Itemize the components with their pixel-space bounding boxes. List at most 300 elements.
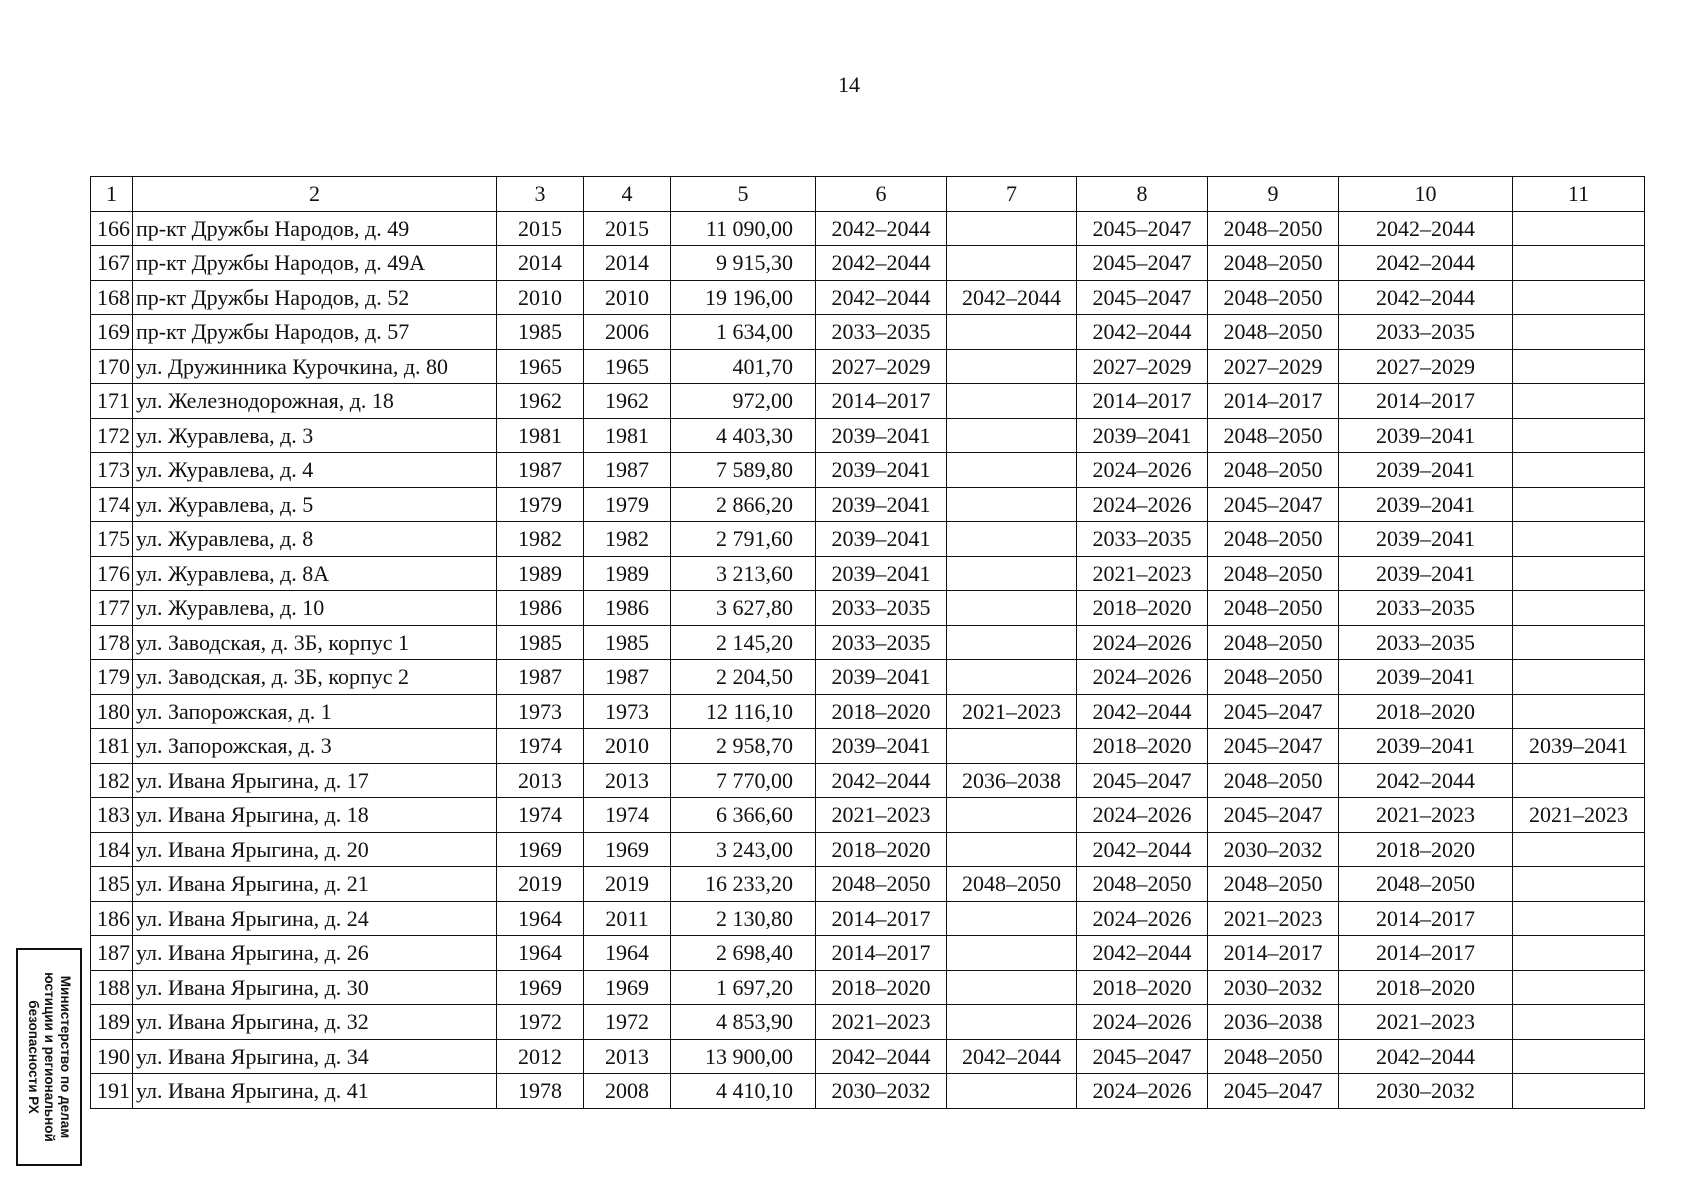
page-number: 14	[838, 72, 860, 97]
period-cell: 2045–2047	[1208, 1074, 1339, 1109]
row-number-cell: 168	[91, 280, 133, 315]
period-cell: 2045–2047	[1077, 211, 1208, 246]
period-cell: 2018–2020	[1077, 591, 1208, 626]
period-cell: 2021–2023	[816, 1005, 947, 1040]
period-cell: 2024–2026	[1077, 660, 1208, 695]
period-cell: 2027–2029	[1077, 349, 1208, 384]
area-cell: 401,70	[671, 349, 816, 384]
period-cell: 2033–2035	[816, 591, 947, 626]
period-cell: 2021–2023	[947, 694, 1077, 729]
period-cell: 2048–2050	[816, 867, 947, 902]
table-row	[91, 349, 1645, 384]
address-cell: ул. Журавлева, д. 5	[133, 487, 497, 522]
address-cell: ул. Ивана Ярыгина, д. 26	[133, 936, 497, 971]
period-cell	[947, 729, 1077, 764]
address-cell: пр-кт Дружбы Народов, д. 49	[133, 211, 497, 246]
table-row	[91, 798, 1645, 833]
year-built-cell: 1962	[497, 384, 584, 419]
period-cell: 2042–2044	[1339, 280, 1513, 315]
period-cell: 2021–2023	[1208, 901, 1339, 936]
table-row	[91, 867, 1645, 902]
area-cell: 9 915,30	[671, 246, 816, 281]
column-header: 2	[133, 177, 497, 212]
period-cell	[1513, 1005, 1645, 1040]
row-number-cell: 172	[91, 418, 133, 453]
address-cell: пр-кт Дружбы Народов, д. 52	[133, 280, 497, 315]
period-cell: 2018–2020	[1077, 970, 1208, 1005]
period-cell	[1513, 936, 1645, 971]
period-cell: 2042–2044	[816, 246, 947, 281]
period-cell	[1513, 384, 1645, 419]
year-built-cell: 1969	[497, 832, 584, 867]
address-cell: ул. Ивана Ярыгина, д. 30	[133, 970, 497, 1005]
period-cell: 2039–2041	[1339, 487, 1513, 522]
address-cell: ул. Журавлева, д. 8А	[133, 556, 497, 591]
period-cell: 2045–2047	[1077, 246, 1208, 281]
period-cell: 2014–2017	[816, 901, 947, 936]
period-cell: 2039–2041	[1077, 418, 1208, 453]
address-cell: ул. Заводская, д. 3Б, корпус 1	[133, 625, 497, 660]
year-cell: 1972	[584, 1005, 671, 1040]
period-cell: 2024–2026	[1077, 1005, 1208, 1040]
area-cell: 13 900,00	[671, 1039, 816, 1074]
period-cell: 2048–2050	[947, 867, 1077, 902]
period-cell: 2042–2044	[816, 1039, 947, 1074]
period-cell: 2036–2038	[947, 763, 1077, 798]
period-cell: 2014–2017	[1208, 936, 1339, 971]
year-built-cell: 1985	[497, 315, 584, 350]
address-cell: пр-кт Дружбы Народов, д. 57	[133, 315, 497, 350]
row-number-cell: 182	[91, 763, 133, 798]
year-cell: 1973	[584, 694, 671, 729]
table-row	[91, 487, 1645, 522]
period-cell: 2018–2020	[1339, 832, 1513, 867]
table-row	[91, 315, 1645, 350]
area-cell: 2 204,50	[671, 660, 816, 695]
period-cell	[1513, 246, 1645, 281]
column-header: 4	[584, 177, 671, 212]
year-cell: 1969	[584, 970, 671, 1005]
period-cell: 2024–2026	[1077, 487, 1208, 522]
period-cell: 2048–2050	[1208, 867, 1339, 902]
year-built-cell: 1969	[497, 970, 584, 1005]
period-cell: 2045–2047	[1208, 487, 1339, 522]
period-cell: 2014–2017	[816, 384, 947, 419]
table-row	[91, 211, 1645, 246]
stamp-line: безопасности РХ	[26, 1000, 41, 1114]
period-cell	[947, 453, 1077, 488]
stamp-text	[25, 950, 73, 1164]
year-cell: 2019	[584, 867, 671, 902]
registration-stamp	[16, 948, 82, 1166]
period-cell	[947, 832, 1077, 867]
row-number-cell: 184	[91, 832, 133, 867]
header-row	[91, 177, 1645, 212]
period-cell: 2039–2041	[1339, 729, 1513, 764]
year-cell: 1989	[584, 556, 671, 591]
period-cell: 2042–2044	[1339, 763, 1513, 798]
column-header: 9	[1208, 177, 1339, 212]
year-cell: 2006	[584, 315, 671, 350]
year-built-cell: 1964	[497, 936, 584, 971]
period-cell	[1513, 487, 1645, 522]
year-cell: 2015	[584, 211, 671, 246]
table-row	[91, 832, 1645, 867]
period-cell: 2014–2017	[816, 936, 947, 971]
year-cell: 1987	[584, 453, 671, 488]
period-cell: 2024–2026	[1077, 798, 1208, 833]
row-number-cell: 166	[91, 211, 133, 246]
year-built-cell: 2012	[497, 1039, 584, 1074]
address-cell: ул. Журавлева, д. 4	[133, 453, 497, 488]
period-cell: 2030–2032	[1208, 970, 1339, 1005]
period-cell: 2027–2029	[1339, 349, 1513, 384]
period-cell	[1513, 867, 1645, 902]
period-cell: 2024–2026	[1077, 1074, 1208, 1109]
period-cell: 2039–2041	[816, 522, 947, 557]
year-built-cell: 1973	[497, 694, 584, 729]
period-cell: 2048–2050	[1208, 280, 1339, 315]
period-cell: 2039–2041	[1513, 729, 1645, 764]
period-cell	[1513, 591, 1645, 626]
area-cell: 12 116,10	[671, 694, 816, 729]
period-cell	[1513, 211, 1645, 246]
data-table	[90, 176, 1645, 1109]
table-row	[91, 694, 1645, 729]
table-row	[91, 418, 1645, 453]
row-number-cell: 173	[91, 453, 133, 488]
row-number-cell: 186	[91, 901, 133, 936]
table-row	[91, 1039, 1645, 1074]
year-built-cell: 1981	[497, 418, 584, 453]
period-cell	[1513, 901, 1645, 936]
year-built-cell: 1979	[497, 487, 584, 522]
period-cell: 2039–2041	[1339, 660, 1513, 695]
period-cell: 2033–2035	[816, 315, 947, 350]
period-cell	[947, 1074, 1077, 1109]
period-cell: 2048–2050	[1208, 591, 1339, 626]
period-cell: 2014–2017	[1208, 384, 1339, 419]
period-cell: 2045–2047	[1208, 798, 1339, 833]
area-cell: 3 627,80	[671, 591, 816, 626]
period-cell: 2039–2041	[816, 556, 947, 591]
year-cell: 2013	[584, 763, 671, 798]
period-cell: 2042–2044	[1339, 211, 1513, 246]
period-cell: 2030–2032	[816, 1074, 947, 1109]
period-cell	[1513, 832, 1645, 867]
area-cell: 16 233,20	[671, 867, 816, 902]
period-cell: 2042–2044	[1339, 1039, 1513, 1074]
year-built-cell: 1982	[497, 522, 584, 557]
period-cell: 2048–2050	[1208, 453, 1339, 488]
period-cell: 2048–2050	[1208, 625, 1339, 660]
period-cell: 2042–2044	[1077, 694, 1208, 729]
area-cell: 1 634,00	[671, 315, 816, 350]
period-cell: 2033–2035	[1077, 522, 1208, 557]
year-built-cell: 1978	[497, 1074, 584, 1109]
period-cell: 2018–2020	[816, 970, 947, 1005]
period-cell: 2048–2050	[1208, 418, 1339, 453]
period-cell: 2027–2029	[1208, 349, 1339, 384]
year-cell: 1986	[584, 591, 671, 626]
period-cell: 2039–2041	[1339, 418, 1513, 453]
year-built-cell: 2014	[497, 246, 584, 281]
area-cell: 2 130,80	[671, 901, 816, 936]
column-header: 3	[497, 177, 584, 212]
period-cell	[947, 487, 1077, 522]
period-cell: 2021–2023	[816, 798, 947, 833]
period-cell: 2024–2026	[1077, 625, 1208, 660]
table-row	[91, 901, 1645, 936]
table-row	[91, 453, 1645, 488]
period-cell: 2039–2041	[816, 660, 947, 695]
year-cell: 2013	[584, 1039, 671, 1074]
table-row	[91, 763, 1645, 798]
column-header: 7	[947, 177, 1077, 212]
year-built-cell: 2010	[497, 280, 584, 315]
period-cell	[947, 625, 1077, 660]
year-cell: 1965	[584, 349, 671, 384]
period-cell: 2036–2038	[1208, 1005, 1339, 1040]
area-cell: 7 589,80	[671, 453, 816, 488]
period-cell	[947, 349, 1077, 384]
address-cell: ул. Ивана Ярыгина, д. 18	[133, 798, 497, 833]
period-cell: 2030–2032	[1208, 832, 1339, 867]
area-cell: 6 366,60	[671, 798, 816, 833]
area-cell: 3 213,60	[671, 556, 816, 591]
year-built-cell: 1964	[497, 901, 584, 936]
table-row	[91, 660, 1645, 695]
year-cell: 2010	[584, 729, 671, 764]
year-cell: 2011	[584, 901, 671, 936]
period-cell: 2042–2044	[1077, 315, 1208, 350]
address-cell: ул. Ивана Ярыгина, д. 20	[133, 832, 497, 867]
column-header: 6	[816, 177, 947, 212]
row-number-cell: 169	[91, 315, 133, 350]
row-number-cell: 191	[91, 1074, 133, 1109]
period-cell: 2018–2020	[816, 832, 947, 867]
period-cell: 2018–2020	[816, 694, 947, 729]
year-built-cell: 1987	[497, 453, 584, 488]
address-cell: пр-кт Дружбы Народов, д. 49А	[133, 246, 497, 281]
period-cell: 2048–2050	[1077, 867, 1208, 902]
row-number-cell: 171	[91, 384, 133, 419]
period-cell	[1513, 660, 1645, 695]
period-cell: 2033–2035	[1339, 315, 1513, 350]
table-row	[91, 970, 1645, 1005]
period-cell	[947, 211, 1077, 246]
period-cell: 2021–2023	[1339, 1005, 1513, 1040]
period-cell	[947, 384, 1077, 419]
address-cell: ул. Ивана Ярыгина, д. 24	[133, 901, 497, 936]
period-cell	[1513, 280, 1645, 315]
period-cell: 2045–2047	[1077, 763, 1208, 798]
row-number-cell: 183	[91, 798, 133, 833]
area-cell: 7 770,00	[671, 763, 816, 798]
area-cell: 19 196,00	[671, 280, 816, 315]
address-cell: ул. Журавлева, д. 8	[133, 522, 497, 557]
table-row	[91, 1074, 1645, 1109]
period-cell: 2018–2020	[1077, 729, 1208, 764]
table-row	[91, 591, 1645, 626]
period-cell	[947, 315, 1077, 350]
period-cell	[1513, 625, 1645, 660]
year-cell: 1962	[584, 384, 671, 419]
address-cell: ул. Журавлева, д. 3	[133, 418, 497, 453]
year-cell: 1985	[584, 625, 671, 660]
year-cell: 2014	[584, 246, 671, 281]
period-cell: 2042–2044	[1077, 832, 1208, 867]
period-cell: 2042–2044	[816, 763, 947, 798]
period-cell: 2039–2041	[816, 487, 947, 522]
period-cell: 2045–2047	[1077, 280, 1208, 315]
period-cell: 2045–2047	[1077, 1039, 1208, 1074]
table-row	[91, 280, 1645, 315]
period-cell: 2014–2017	[1077, 384, 1208, 419]
row-number-cell: 167	[91, 246, 133, 281]
row-number-cell: 175	[91, 522, 133, 557]
period-cell: 2024–2026	[1077, 453, 1208, 488]
period-cell: 2014–2017	[1339, 936, 1513, 971]
period-cell: 2033–2035	[816, 625, 947, 660]
address-cell: ул. Ивана Ярыгина, д. 41	[133, 1074, 497, 1109]
row-number-cell: 187	[91, 936, 133, 971]
period-cell	[1513, 349, 1645, 384]
period-cell: 2018–2020	[1339, 694, 1513, 729]
year-cell: 1982	[584, 522, 671, 557]
area-cell: 972,00	[671, 384, 816, 419]
table-row	[91, 556, 1645, 591]
row-number-cell: 188	[91, 970, 133, 1005]
period-cell: 2048–2050	[1208, 1039, 1339, 1074]
period-cell: 2039–2041	[816, 729, 947, 764]
area-cell: 4 403,30	[671, 418, 816, 453]
period-cell	[1513, 1039, 1645, 1074]
period-cell	[947, 522, 1077, 557]
period-cell: 2018–2020	[1339, 970, 1513, 1005]
row-number-cell: 179	[91, 660, 133, 695]
row-number-cell: 170	[91, 349, 133, 384]
row-number-cell: 190	[91, 1039, 133, 1074]
period-cell: 2042–2044	[947, 1039, 1077, 1074]
column-header: 1	[91, 177, 133, 212]
table-row	[91, 522, 1645, 557]
period-cell	[947, 418, 1077, 453]
year-built-cell: 2019	[497, 867, 584, 902]
row-number-cell: 189	[91, 1005, 133, 1040]
area-cell: 4 410,10	[671, 1074, 816, 1109]
period-cell: 2045–2047	[1208, 729, 1339, 764]
year-built-cell: 1972	[497, 1005, 584, 1040]
period-cell	[947, 936, 1077, 971]
column-header: 11	[1513, 177, 1645, 212]
period-cell: 2030–2032	[1339, 1074, 1513, 1109]
period-cell: 2042–2044	[1339, 246, 1513, 281]
address-cell: ул. Журавлева, д. 10	[133, 591, 497, 626]
period-cell	[1513, 763, 1645, 798]
table-row	[91, 1005, 1645, 1040]
period-cell	[1513, 556, 1645, 591]
table-row	[91, 729, 1645, 764]
period-cell	[1513, 315, 1645, 350]
period-cell	[947, 901, 1077, 936]
table-body	[91, 211, 1645, 1108]
year-cell: 2008	[584, 1074, 671, 1109]
address-cell: ул. Ивана Ярыгина, д. 34	[133, 1039, 497, 1074]
period-cell: 2042–2044	[947, 280, 1077, 315]
period-cell: 2045–2047	[1208, 694, 1339, 729]
period-cell	[947, 556, 1077, 591]
year-cell: 1969	[584, 832, 671, 867]
year-cell: 1987	[584, 660, 671, 695]
column-header: 10	[1339, 177, 1513, 212]
year-built-cell: 1974	[497, 729, 584, 764]
area-cell: 2 958,70	[671, 729, 816, 764]
area-cell: 11 090,00	[671, 211, 816, 246]
row-number-cell: 181	[91, 729, 133, 764]
table-row	[91, 384, 1645, 419]
period-cell: 2048–2050	[1208, 660, 1339, 695]
period-cell	[947, 970, 1077, 1005]
period-cell: 2048–2050	[1208, 315, 1339, 350]
row-number-cell: 178	[91, 625, 133, 660]
area-cell: 2 698,40	[671, 936, 816, 971]
table-row	[91, 625, 1645, 660]
period-cell: 2042–2044	[816, 280, 947, 315]
period-cell: 2048–2050	[1208, 556, 1339, 591]
period-cell	[947, 660, 1077, 695]
stamp-line: юстиции и региональной	[42, 972, 57, 1142]
area-cell: 4 853,90	[671, 1005, 816, 1040]
address-cell: ул. Ивана Ярыгина, д. 17	[133, 763, 497, 798]
year-cell: 1964	[584, 936, 671, 971]
period-cell	[1513, 522, 1645, 557]
year-built-cell: 1985	[497, 625, 584, 660]
period-cell: 2042–2044	[816, 211, 947, 246]
period-cell	[947, 798, 1077, 833]
address-cell: ул. Железнодорожная, д. 18	[133, 384, 497, 419]
year-built-cell: 1987	[497, 660, 584, 695]
column-header: 5	[671, 177, 816, 212]
year-cell: 1974	[584, 798, 671, 833]
row-number-cell: 177	[91, 591, 133, 626]
period-cell	[1513, 694, 1645, 729]
year-built-cell: 2013	[497, 763, 584, 798]
period-cell: 2014–2017	[1339, 384, 1513, 419]
year-built-cell: 2015	[497, 211, 584, 246]
period-cell: 2027–2029	[816, 349, 947, 384]
address-cell: ул. Запорожская, д. 3	[133, 729, 497, 764]
row-number-cell: 174	[91, 487, 133, 522]
row-number-cell: 180	[91, 694, 133, 729]
period-cell: 2042–2044	[1077, 936, 1208, 971]
year-built-cell: 1989	[497, 556, 584, 591]
period-cell: 2033–2035	[1339, 625, 1513, 660]
period-cell	[1513, 418, 1645, 453]
address-cell: ул. Ивана Ярыгина, д. 32	[133, 1005, 497, 1040]
period-cell: 2048–2050	[1208, 211, 1339, 246]
period-cell: 2048–2050	[1208, 246, 1339, 281]
period-cell: 2039–2041	[816, 453, 947, 488]
year-cell: 1979	[584, 487, 671, 522]
year-built-cell: 1974	[497, 798, 584, 833]
period-cell	[947, 246, 1077, 281]
year-built-cell: 1965	[497, 349, 584, 384]
period-cell	[1513, 453, 1645, 488]
year-cell: 1981	[584, 418, 671, 453]
period-cell: 2039–2041	[816, 418, 947, 453]
area-cell: 1 697,20	[671, 970, 816, 1005]
